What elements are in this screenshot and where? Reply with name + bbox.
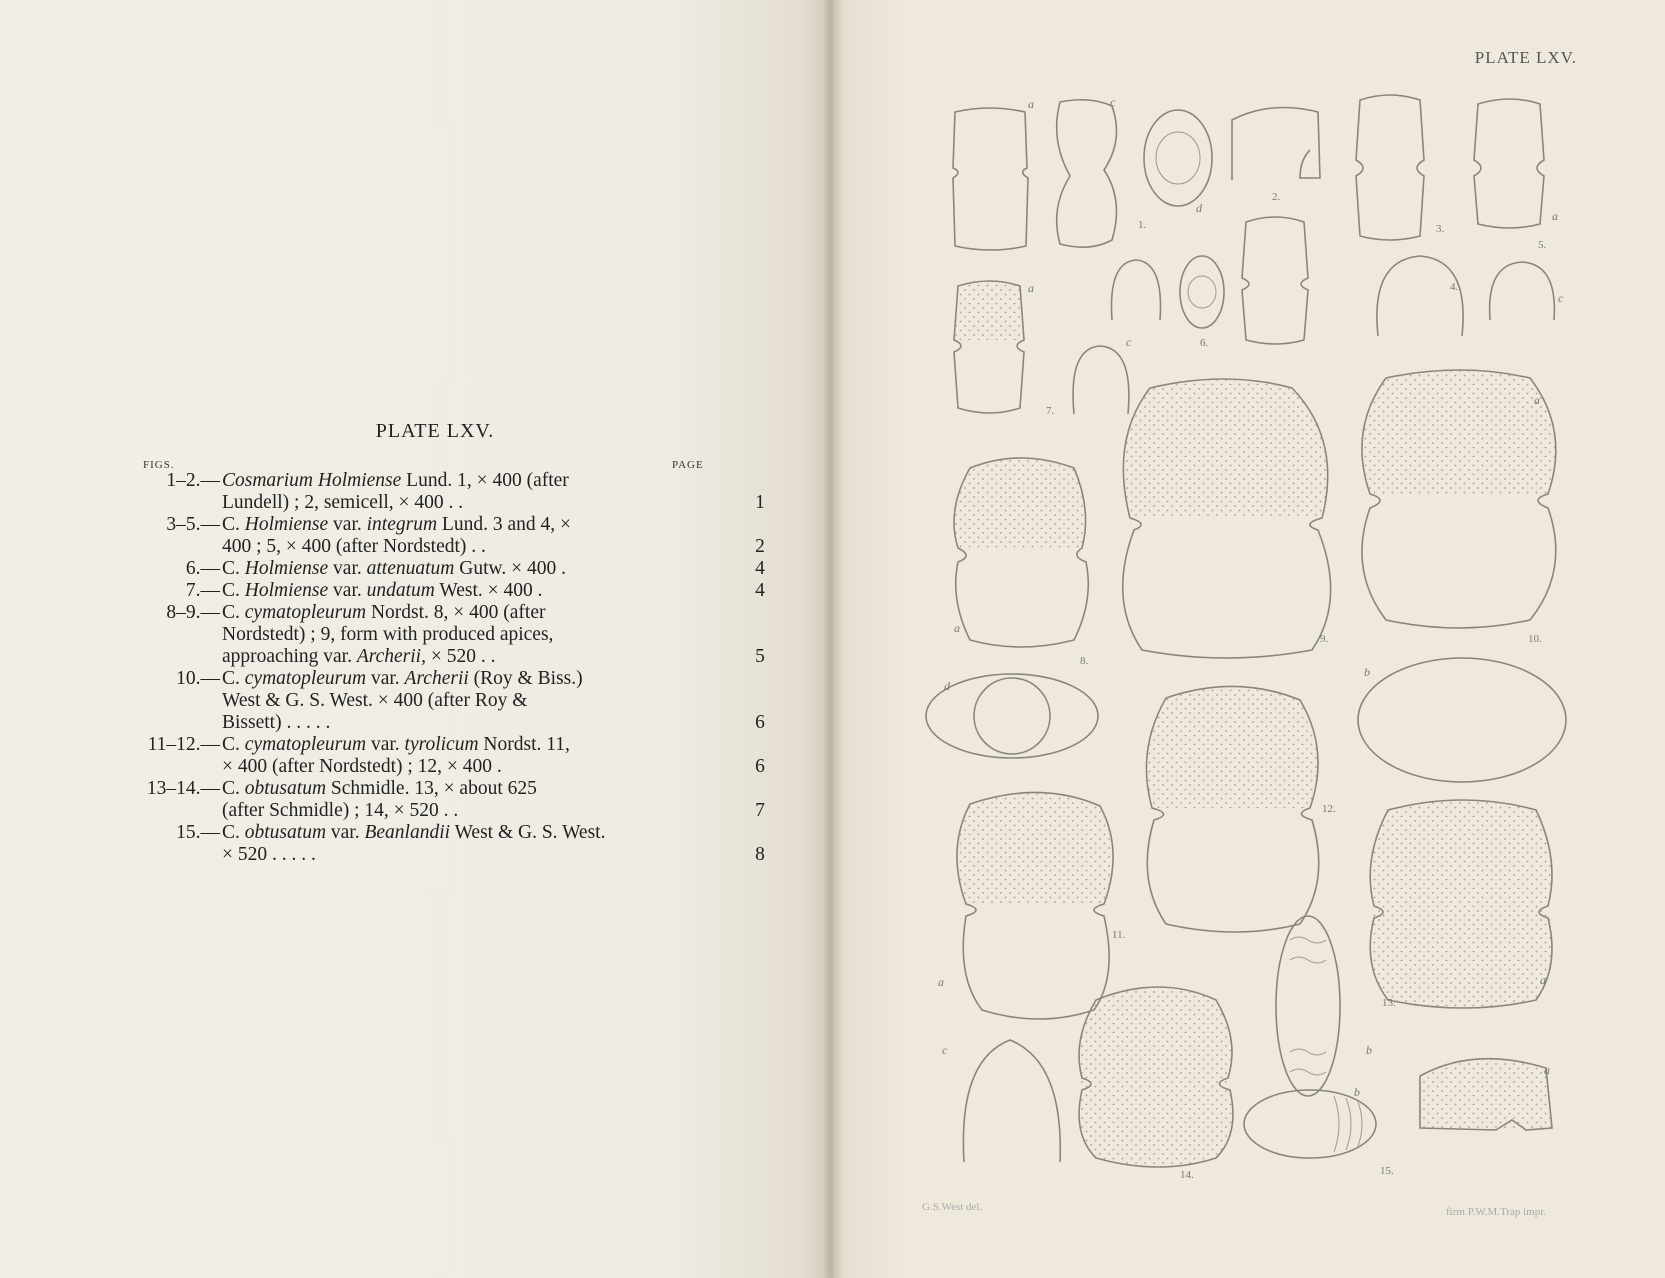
svg-text:a: a xyxy=(1552,209,1558,223)
svg-text:10.: 10. xyxy=(1528,633,1542,645)
figure-1 xyxy=(953,95,1212,250)
taxon-name: Archerii xyxy=(404,668,469,689)
svg-text:b: b xyxy=(1354,1085,1360,1099)
figure-10 xyxy=(1358,370,1566,782)
taxon-name: attenuatum xyxy=(366,558,455,579)
page-number: 4 xyxy=(755,558,765,579)
figure-range: 10.— xyxy=(176,668,220,689)
legend-fragment: C. xyxy=(222,514,245,535)
plate-title: PLATE LXV. xyxy=(375,420,495,442)
svg-text:13.: 13. xyxy=(1382,997,1396,1009)
legend-fragment: Lund. 1, × 400 (after xyxy=(401,470,569,491)
page-number: 7 xyxy=(755,800,765,821)
svg-text:a: a xyxy=(954,621,960,635)
legend-fragment: Nordst. 11, xyxy=(478,734,570,755)
svg-text:d: d xyxy=(944,679,950,693)
figure-range: 15.— xyxy=(176,822,220,843)
figure-range: 6.— xyxy=(185,558,220,579)
figure-6 xyxy=(1112,217,1309,349)
legend-fragment: C. xyxy=(222,602,245,623)
svg-text:12.: 12. xyxy=(1322,803,1336,815)
taxon-name: Holmiense xyxy=(244,580,329,601)
legend-fragment: C. xyxy=(222,734,245,755)
svg-text:4.: 4. xyxy=(1450,281,1459,293)
taxon-name: Archerii, xyxy=(356,646,426,667)
svg-text:3.: 3. xyxy=(1436,223,1445,235)
artist-credit: G.S.West del. xyxy=(922,1201,983,1213)
page-number: 8 xyxy=(755,844,765,865)
taxon-name: Beanlandii xyxy=(364,822,451,843)
page-number: 2 xyxy=(755,536,765,557)
figure-14 xyxy=(1079,987,1233,1181)
legend-fragment: var. xyxy=(328,558,367,579)
legend-fragment: (Roy & Biss.) xyxy=(468,668,583,689)
taxon-name: cymatopleurum xyxy=(244,734,367,755)
figure-range: 7.— xyxy=(185,580,220,601)
legend-fragment: var. xyxy=(328,580,367,601)
legend-fragment: × 400 (after Nordstedt) ; 12, × 400 . xyxy=(222,756,502,777)
figure-2 xyxy=(1232,108,1320,204)
svg-text:c: c xyxy=(942,1043,948,1057)
svg-text:a: a xyxy=(1534,393,1540,407)
legend-fragment: West. × 400 . xyxy=(434,580,543,601)
legend-fragment: C. xyxy=(222,580,245,601)
taxon-name: cymatopleurum xyxy=(244,602,367,623)
svg-text:7.: 7. xyxy=(1046,405,1055,417)
legend-fragment: (after Schmidle) ; 14, × 520 . . xyxy=(222,800,459,821)
svg-text:5.: 5. xyxy=(1538,239,1547,251)
taxon-name: obtusatum xyxy=(244,778,327,799)
legend-fragment: West & G. S. West. xyxy=(450,822,606,843)
taxon-name: tyrolicum xyxy=(404,734,479,755)
legend-fragment: var. xyxy=(326,822,365,843)
legend-fragment: West & G. S. West. × 400 (after Roy & xyxy=(222,690,528,711)
figs-column-header: FIGS. xyxy=(143,459,175,471)
svg-text:b: b xyxy=(1364,665,1370,679)
figure-4 xyxy=(1377,256,1463,336)
taxon-name: Cosmarium Holmiense xyxy=(222,470,402,491)
svg-text:c: c xyxy=(1558,291,1564,305)
legend-fragment: 400 ; 5, × 400 (after Nordstedt) . . xyxy=(222,536,486,557)
legend-fragment: Nordst. 8, × 400 (after xyxy=(366,602,546,623)
page-number: 6 xyxy=(755,712,765,733)
svg-text:15.: 15. xyxy=(1380,1165,1394,1177)
svg-text:8.: 8. xyxy=(1080,655,1089,667)
figure-range: 13–14.— xyxy=(146,778,220,799)
legend-fragment: C. xyxy=(222,822,245,843)
page-number: 1 xyxy=(755,492,765,513)
legend-fragment: Lund. 3 and 4, × xyxy=(437,514,571,535)
svg-text:a: a xyxy=(1028,97,1034,111)
svg-text:a: a xyxy=(1540,973,1546,987)
plate-label: PLATE LXV. xyxy=(1474,48,1577,67)
figure-range: 3–5.— xyxy=(166,514,220,535)
svg-text:2.: 2. xyxy=(1272,191,1281,203)
taxon-name: integrum xyxy=(366,514,438,535)
figure-15 xyxy=(1244,1059,1552,1177)
svg-text:1.: 1. xyxy=(1138,219,1147,231)
legend-fragment: var. xyxy=(366,734,405,755)
page-number: 6 xyxy=(755,756,765,777)
page-column-header: PAGE xyxy=(672,459,704,471)
figure-8 xyxy=(926,458,1098,758)
svg-text:6.: 6. xyxy=(1200,337,1209,349)
taxon-name: Holmiense xyxy=(244,558,329,579)
svg-text:a: a xyxy=(1028,281,1034,295)
figure-12 xyxy=(1146,686,1336,932)
svg-text:c: c xyxy=(1126,335,1132,349)
figure-9 xyxy=(1123,379,1331,658)
svg-text:a: a xyxy=(1544,1063,1550,1077)
legend-fragment: Nordstedt) ; 9, form with produced apices, xyxy=(222,624,554,645)
legend-fragment: C. xyxy=(222,558,245,579)
svg-text:d: d xyxy=(1196,201,1202,215)
legend-fragment: Bissett) . . . . . xyxy=(222,712,331,733)
legend-fragment: C. xyxy=(222,668,245,689)
figure-5 xyxy=(1474,99,1564,320)
svg-text:11.: 11. xyxy=(1112,929,1126,941)
legend-fragment: var. xyxy=(366,668,405,689)
figure-3 xyxy=(1356,95,1445,240)
legend-fragment: Schmidle. 13, × about 625 xyxy=(326,778,537,799)
svg-text:c: c xyxy=(1110,95,1116,109)
figure-range: 8–9.— xyxy=(166,602,220,623)
legend-fragment: C. xyxy=(222,778,245,799)
figure-range: 1–2.— xyxy=(166,470,220,491)
legend-fragment: × 520 . . xyxy=(425,646,496,667)
figure-range: 11–12.— xyxy=(147,734,220,755)
taxon-name: obtusatum xyxy=(244,822,327,843)
legend-fragment: approaching var. xyxy=(222,646,357,667)
page-number: 5 xyxy=(755,646,765,667)
legend-fragment: Gutw. × 400 . xyxy=(454,558,566,579)
legend-fragment: Lundell) ; 2, semicell, × 400 . . xyxy=(222,492,464,513)
legend-fragment: × 520 . . . . . xyxy=(222,844,316,865)
taxon-name: undatum xyxy=(366,580,435,601)
svg-text:9.: 9. xyxy=(1320,633,1329,645)
page-number: 4 xyxy=(755,580,765,601)
svg-text:b: b xyxy=(1366,1043,1372,1057)
taxon-name: Holmiense xyxy=(244,514,329,535)
printer-credit: firm P.W.M.Trap impr. xyxy=(1446,1206,1547,1218)
taxon-name: cymatopleurum xyxy=(244,668,367,689)
svg-text:a: a xyxy=(938,975,944,989)
figure-7 xyxy=(954,281,1132,417)
svg-text:14.: 14. xyxy=(1180,1169,1194,1181)
legend-fragment: var. xyxy=(328,514,367,535)
